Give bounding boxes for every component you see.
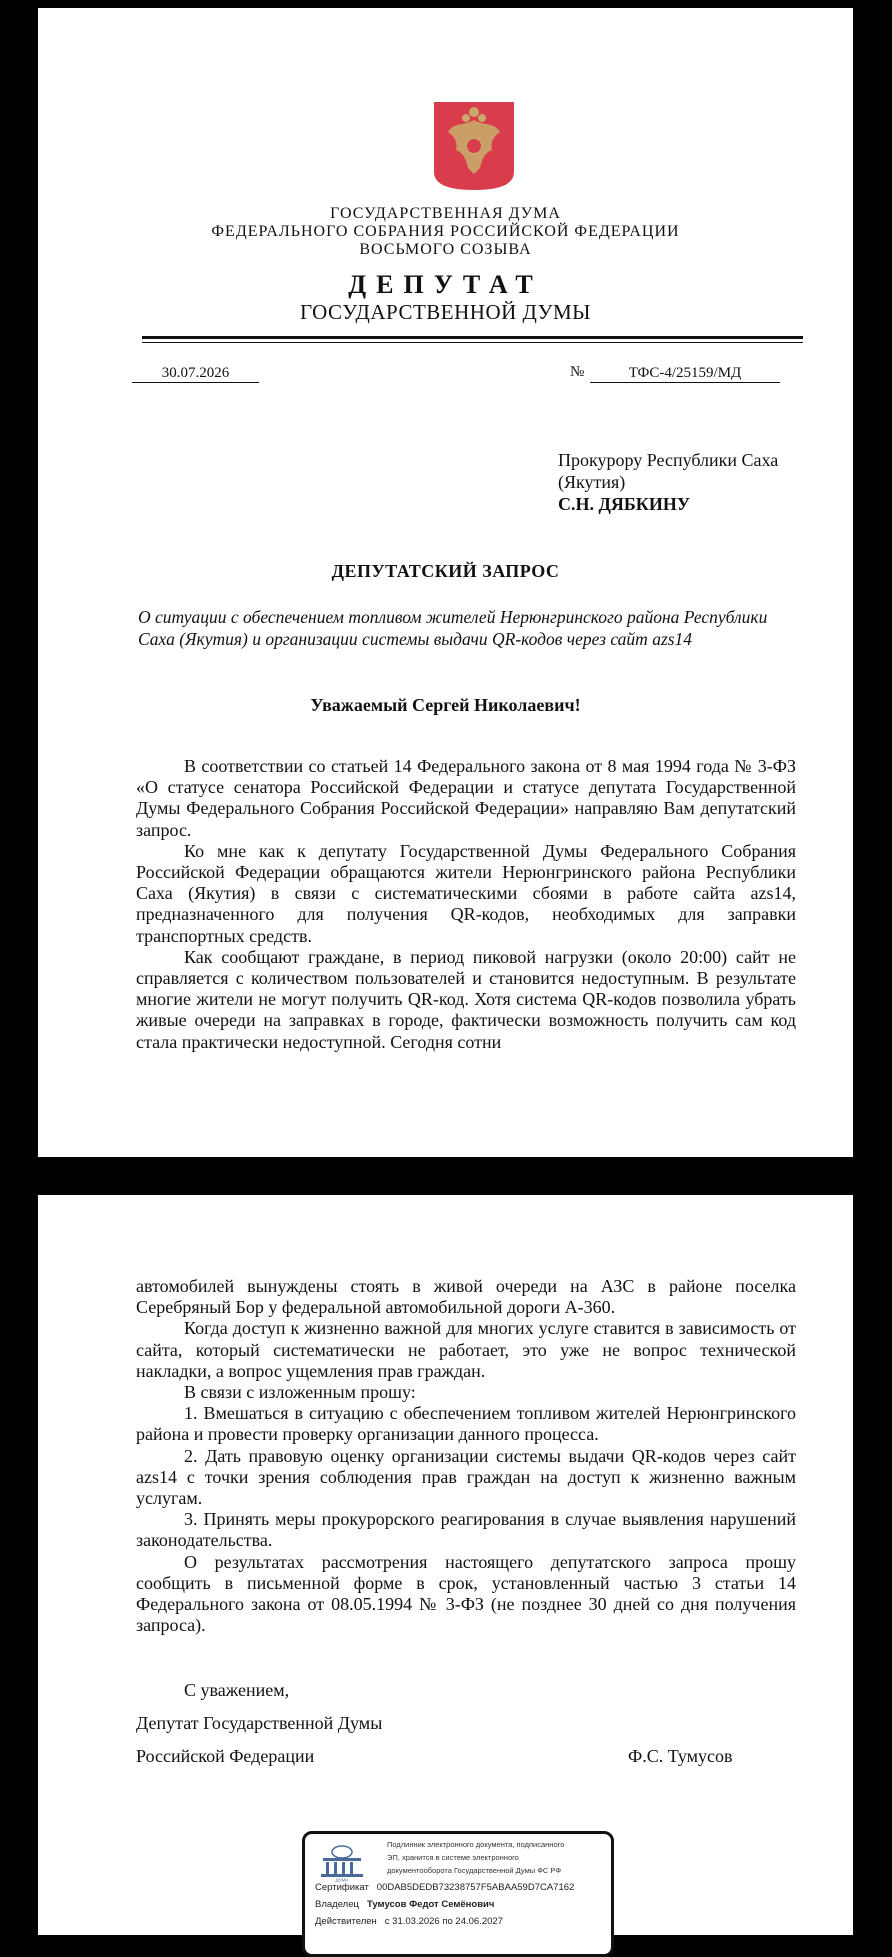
closing-regards: С уважением, (184, 1680, 290, 1700)
header-deputy: ДЕПУТАТ (348, 270, 543, 299)
paragraph: Когда доступ к жизненно важной для многих услуге ставится в зависимость от сайта, который систематически не работает, это уже не вопрос технической накладки, а вопрос ущемления прав граждан. (136, 1318, 796, 1381)
header-rule-thin (142, 342, 803, 343)
owner-label: Владелец (315, 1899, 359, 1910)
request-item: 3. Принять меры прокурорского реагирования в случае выявления нарушений законодательства. (136, 1509, 796, 1551)
duma-building-icon (317, 1844, 367, 1882)
document-title: ДЕПУТАТСКИЙ ЗАПРОС (331, 561, 560, 581)
signer-position-line2: Российской Федерации (136, 1746, 315, 1766)
paragraph: Ко мне как к депутату Государственной Думы Федерального Собрания Российской Федерации обращаются жители Нерюнгринского района Республики Саха (Якутия) в связи с систематическими сбоями в работе сайта azs14, предназначенного для получения QR-кодов, необходимых для заправки транспортных средств. (136, 840, 796, 946)
document-number: ТФС-4/25159/МД (590, 364, 780, 383)
stamp-text-1: Подлинник электронного документа, подписанного (387, 1840, 565, 1849)
certificate-label: Сертификат (315, 1882, 369, 1893)
stamp-text-2: ЭП, хранится в системе электронного (387, 1853, 519, 1862)
header-deputy-sub: ГОСУДАРСТВЕННОЙ ДУМЫ (300, 300, 591, 324)
body-page-2 (136, 1276, 796, 1636)
paragraph: автомобилей вынуждены стоять в живой очереди на АЗС в районе поселка Серебряный Бор у федеральной автомобильной дороги А-360. (136, 1276, 796, 1318)
number-sign: № (570, 364, 585, 380)
paragraph: О результатах рассмотрения настоящего депутатского запроса прошу сообщить в письменной форме в срок, установленный частью 3 статьи 14 Федерального закона от 08.05.1994 № 3-ФЗ (не позднее 30 дней со дня получения запроса). (136, 1551, 796, 1636)
certificate-value: 00DAB5DEDB73238757F5ABAA59D7CA7162 (376, 1882, 575, 1893)
greeting: Уважаемый Сергей Николаевич! (310, 695, 581, 715)
addressee-line1: Прокурору Республики Саха (558, 450, 779, 470)
document-page-1 (38, 8, 853, 1157)
header-rule-thick (142, 336, 803, 339)
stamp-logo-text: ДУМА (335, 1877, 349, 1882)
paragraph: Как сообщают граждане, в период пиковой нагрузки (около 20:00) сайт не справляется с количеством пользователей и становится недоступным. В результате многие жители не могут получить QR-код. Хотя система QR-кодов позволила убрать живые очереди на заправках в городе, фактически возможность получить сам код стала практически недоступной. Сегодня сотни (136, 946, 796, 1052)
owner-value: Тумусов Федот Семёнович (366, 1899, 495, 1910)
signer-position-line1: Депутат Государственной Думы (136, 1713, 383, 1733)
addressee-line2: (Якутия) (558, 472, 626, 492)
header-duma: ГОСУДАРСТВЕННАЯ ДУМА (330, 205, 561, 222)
document-date: 30.07.2026 (132, 364, 259, 383)
stamp-certificate-row (315, 1882, 574, 1893)
request-item: 1. Вмешаться в ситуацию с обеспечением топливом жителей Нерюнгринского района и провести проверку организации данного процесса. (136, 1403, 796, 1445)
stamp-text-3: документооборота Государственной Думы ФС РФ (387, 1866, 562, 1875)
stamp-validity-row (315, 1916, 503, 1927)
paragraph: В соответствии со статьей 14 Федерального закона от 8 мая 1994 года № 3-ФЗ «О статусе сенатора Российской Федерации и статусе депутата Государственной Думы Федерального Собрания Российской Федерации» направляю Вам депутатский запрос. (136, 756, 796, 840)
addressee-name: С.Н. ДЯБКИНУ (558, 494, 691, 514)
validity-label: Действителен (315, 1916, 377, 1927)
validity-value: с 31.03.2026 по 24.06.2027 (384, 1916, 503, 1927)
body-page-1 (136, 756, 796, 1053)
header-assembly: ФЕДЕРАЛЬНОГО СОБРАНИЯ РОССИЙСКОЙ ФЕДЕРАЦИИ (211, 223, 680, 240)
header-convocation: ВОСЬМОГО СОЗЫВА (359, 241, 532, 258)
request-item: 2. Дать правовую оценку организации системы выдачи QR-кодов через сайт azs14 с точки зрения соблюдения прав граждан на доступ к жизненно важным услугам. (136, 1445, 796, 1509)
e-signature-stamp (302, 1831, 614, 1957)
coat-of-arms-icon (434, 102, 514, 190)
stamp-owner-row (315, 1899, 494, 1910)
document-subject: О ситуации с обеспечением топливом жителей Нерюнгринского района Республики Саха (Якутия) и организации системы выдачи QR-кодов через сайт azs14 (138, 607, 768, 649)
addressee-block (558, 449, 818, 515)
signer-name: Ф.С. Тумусов (628, 1746, 733, 1766)
paragraph: В связи с изложенным прошу: (184, 1382, 416, 1403)
document-page-2 (38, 1195, 853, 1935)
